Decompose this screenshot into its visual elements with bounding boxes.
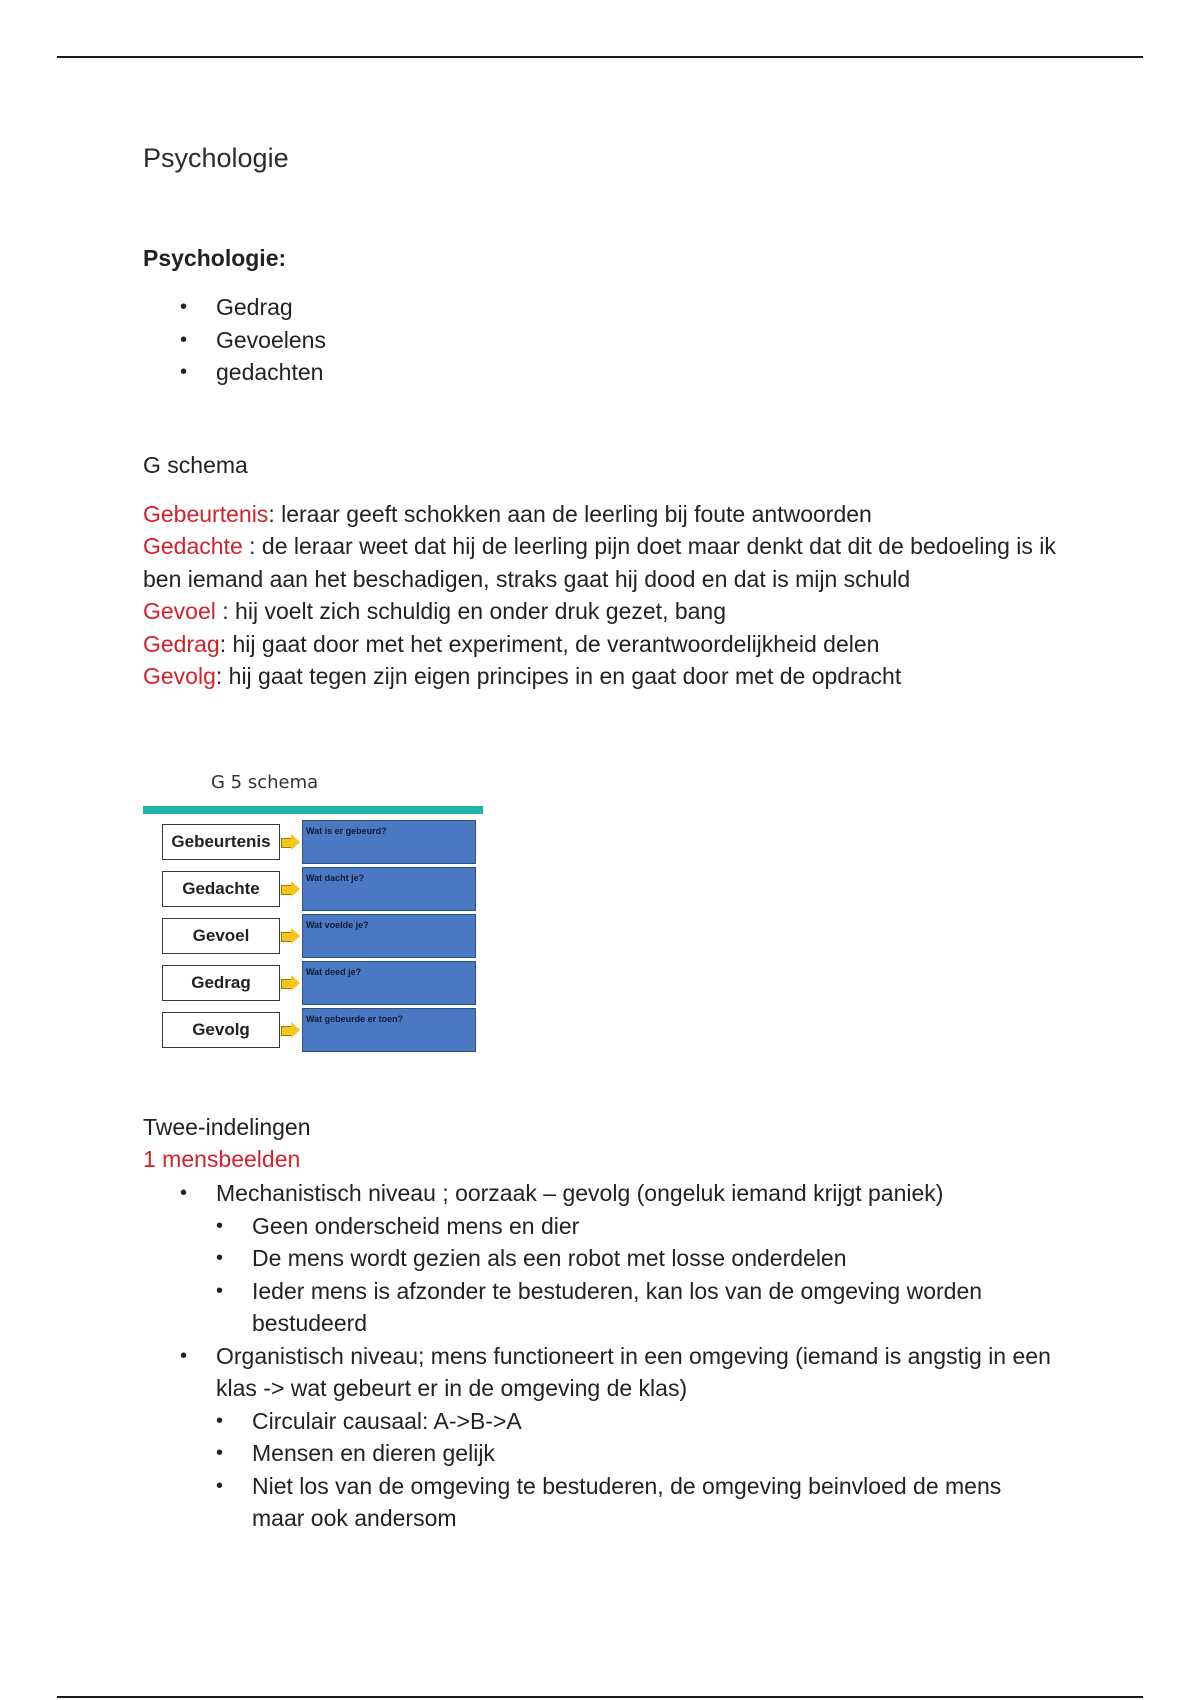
- schema-term: Gedrag: [143, 630, 220, 657]
- list-item: • Niet los van de omgeving te bestuderen, de omgeving beinvloed de mens maar ook andersom: [252, 1470, 1056, 1535]
- diagram-label: Gevoel: [162, 918, 280, 954]
- psychologie-list: [216, 291, 326, 389]
- g-schema-lines: [143, 498, 1063, 692]
- twee-indelingen-title: Twee-indelingen: [143, 1114, 311, 1140]
- list-item: • Ieder mens is afzonder te bestuderen, kan los van de omgeving worden bestudeerd: [252, 1275, 1056, 1340]
- schema-text: : hij gaat tegen zijn eigen principes in en gaat door met de opdracht: [215, 663, 902, 690]
- group-heading: Mechanistisch niveau ; oorzaak – gevolg (ongeluk iemand krijgt paniek): [216, 1180, 944, 1206]
- sub-list: [252, 1210, 1056, 1340]
- schema-text: : leraar geeft schokken aan de leerling bij foute antwoorden: [268, 501, 872, 527]
- diagram-row: [162, 820, 478, 864]
- schema-text: : de leraar weet dat hij de leerling pijn doet maar denkt dat dit de bedoeling is ik ben iemand aan het beschadigen, straks gaat hij dood en dat is mijn schuld: [143, 533, 1056, 592]
- schema-term: Gedachte: [143, 533, 243, 560]
- list-item: • Geen onderscheid mens en dier: [252, 1210, 1056, 1243]
- diagram-question-box: Wat dacht je?: [302, 867, 476, 911]
- diagram-label: Gedrag: [162, 965, 280, 1001]
- list-item: • Gevoelens: [216, 324, 326, 357]
- diagram-row: [162, 1008, 478, 1052]
- group-heading: Organistisch niveau; mens functioneert in een omgeving (iemand is angstig in een klas -> wat gebeurt er in de omgeving de klas): [216, 1342, 1051, 1401]
- list-item: • De mens wordt gezien als een robot met losse onderdelen: [252, 1242, 1056, 1275]
- diagram-label: Gedachte: [162, 871, 280, 907]
- schema-line: [143, 498, 1063, 530]
- sub-list: [252, 1405, 1056, 1535]
- psychologie-heading: Psychologie:: [143, 245, 287, 271]
- diagram-question-box: Wat deed je?: [302, 961, 476, 1005]
- schema-term: Gebeurtenis: [143, 501, 269, 527]
- diagram-row: [162, 867, 478, 911]
- schema-text: : hij gaat door met het experiment, de verantwoordelijkheid delen: [219, 630, 880, 657]
- diagram-question-box: Wat voelde je?: [302, 914, 476, 958]
- diagram-label: Gebeurtenis: [162, 824, 280, 860]
- top-rule: [57, 56, 1143, 58]
- schema-text: : hij voelt zich schuldig en onder druk gezet, bang: [215, 598, 727, 625]
- g-schema-title: G schema: [143, 452, 248, 478]
- list-item: • Circulair causaal: A->B->A: [252, 1405, 1056, 1438]
- diagram-row: [162, 914, 478, 958]
- diagram-label: Gevolg: [162, 1012, 280, 1048]
- list-item: [216, 1340, 1056, 1535]
- g5-schema-diagram: [143, 760, 483, 1060]
- schema-line: [143, 628, 1063, 660]
- mensbeelden-subtitle: 1 mensbeelden: [143, 1146, 301, 1172]
- schema-line: [143, 530, 1063, 595]
- diagram-title: G 5 schema: [211, 772, 319, 793]
- bottom-rule: [57, 1696, 1143, 1698]
- schema-line: [143, 595, 1063, 627]
- list-item: [216, 1177, 1056, 1340]
- list-item: • gedachten: [216, 356, 326, 389]
- schema-term: Gevolg: [143, 663, 216, 690]
- diagram-accent-bar: [143, 806, 483, 814]
- schema-line: [143, 660, 1063, 692]
- diagram-question-box: Wat is er gebeurd?: [302, 820, 476, 864]
- list-item: • Mensen en dieren gelijk: [252, 1437, 1056, 1470]
- mensbeelden-list: [216, 1177, 1056, 1535]
- document-title: Psychologie: [143, 143, 289, 173]
- diagram-row: [162, 961, 478, 1005]
- schema-term: Gevoel: [143, 598, 216, 625]
- diagram-question-box: Wat gebeurde er toen?: [302, 1008, 476, 1052]
- list-item: • Gedrag: [216, 291, 326, 324]
